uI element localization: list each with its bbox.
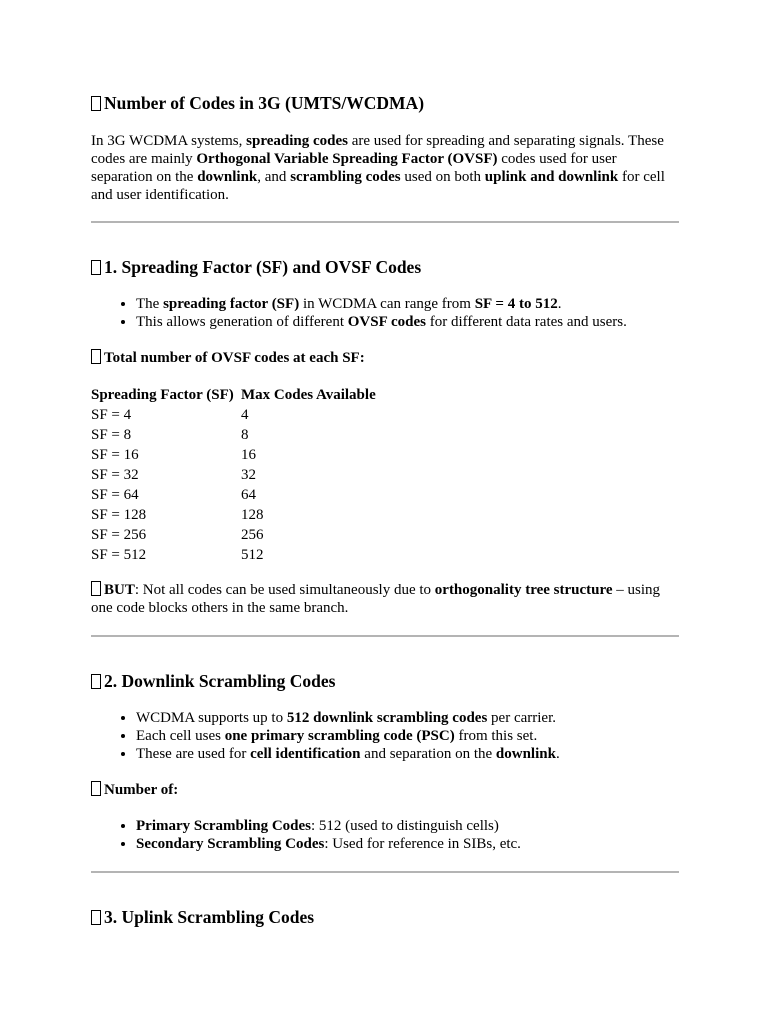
section-2-title: 2. Downlink Scrambling Codes bbox=[104, 671, 336, 691]
box-glyph-icon bbox=[91, 349, 101, 364]
text-run: : Used for reference in SIBs, etc. bbox=[324, 836, 521, 852]
text-run: The bbox=[136, 296, 164, 312]
text-run: This allows generation of different bbox=[136, 314, 348, 330]
text-run: and separation on the bbox=[360, 746, 496, 762]
bold-text: spreading codes bbox=[246, 133, 348, 149]
bold-text: uplink and downlink bbox=[484, 169, 619, 185]
ovsf-codes-table bbox=[89, 384, 378, 566]
table-cell-sf: SF = 4 bbox=[91, 407, 132, 423]
box-glyph-icon bbox=[91, 674, 101, 689]
box-glyph-icon bbox=[91, 96, 101, 111]
table-cell-max-codes: 32 bbox=[241, 467, 256, 483]
divider bbox=[91, 871, 679, 873]
section-2-bullets bbox=[91, 709, 724, 763]
bold-text: 512 downlink scrambling codes bbox=[286, 710, 488, 726]
section-1-title: 1. Spreading Factor (SF) and OVSF Codes bbox=[104, 257, 422, 277]
bold-text: SF = 4 to 512 bbox=[474, 296, 558, 312]
divider bbox=[91, 635, 679, 637]
text-run: per carrier. bbox=[487, 710, 556, 726]
list-item bbox=[136, 745, 724, 763]
orthogonality-note-text bbox=[91, 582, 660, 616]
text-run: for different data rates and users. bbox=[425, 314, 627, 330]
table-cell-max-codes: 8 bbox=[241, 427, 249, 443]
box-glyph-icon bbox=[91, 781, 101, 796]
bold-text: orthogonality tree structure bbox=[434, 582, 613, 598]
section-1-heading bbox=[91, 256, 679, 278]
text-run: In 3G WCDMA systems, bbox=[91, 133, 247, 149]
bold-text: downlink bbox=[495, 746, 556, 762]
bold-text: Orthogonal Variable Spreading Factor (OVSF) bbox=[196, 151, 498, 167]
table-row bbox=[91, 466, 376, 484]
bold-text: scrambling codes bbox=[290, 169, 401, 185]
text-run: used on both bbox=[400, 169, 485, 185]
table-cell-sf: SF = 64 bbox=[91, 487, 139, 503]
table-header-sf: Spreading Factor (SF) bbox=[91, 387, 234, 403]
bold-text: Secondary Scrambling Codes bbox=[136, 836, 325, 852]
scrambling-codes-bullets bbox=[91, 817, 724, 853]
bold-text: downlink bbox=[197, 169, 258, 185]
list-item bbox=[136, 313, 724, 331]
number-of-subheading-text: Number of: bbox=[104, 782, 179, 798]
table-cell-sf: SF = 32 bbox=[91, 467, 139, 483]
table-cell-sf: SF = 128 bbox=[91, 507, 147, 523]
text-run: are used for spreading and separating signals. These codes are mainly bbox=[91, 133, 664, 167]
list-item bbox=[136, 709, 724, 727]
number-of-subheading bbox=[91, 781, 679, 799]
table-cell-max-codes: 64 bbox=[241, 487, 256, 503]
text-run: codes used for user separation on the bbox=[91, 151, 617, 185]
ovsf-subheading bbox=[91, 349, 679, 367]
text-run: in WCDMA can range from bbox=[299, 296, 475, 312]
bold-text: cell identification bbox=[250, 746, 361, 762]
section-1-bullets bbox=[91, 295, 724, 331]
table-cell-sf: SF = 256 bbox=[91, 527, 147, 543]
section-3-title: 3. Uplink Scrambling Codes bbox=[104, 907, 315, 927]
intro-paragraph bbox=[91, 132, 679, 204]
bold-text: OVSF codes bbox=[347, 314, 426, 330]
table-row bbox=[91, 486, 376, 504]
table-cell-max-codes: 4 bbox=[241, 407, 249, 423]
box-glyph-icon bbox=[91, 260, 101, 275]
bold-text: Primary Scrambling Codes bbox=[136, 818, 311, 834]
text-run: – using one code blocks others in the same branch. bbox=[91, 582, 661, 616]
list-item bbox=[136, 835, 724, 853]
text-run: : 512 (used to distinguish cells) bbox=[310, 818, 499, 834]
table-body bbox=[91, 406, 376, 564]
bold-text: one primary scrambling code (PSC) bbox=[224, 728, 455, 744]
text-run: WCDMA supports up to bbox=[136, 710, 287, 726]
list-item bbox=[136, 295, 724, 313]
bold-text: spreading factor (SF) bbox=[163, 296, 300, 312]
table-cell-max-codes: 128 bbox=[241, 507, 264, 523]
doc-title-text: Number of Codes in 3G (UMTS/WCDMA) bbox=[104, 93, 425, 113]
table-cell-sf: SF = 8 bbox=[91, 427, 132, 443]
section-2-heading bbox=[91, 670, 679, 692]
table-row bbox=[91, 546, 376, 564]
doc-title bbox=[91, 92, 679, 114]
box-glyph-icon bbox=[91, 910, 101, 925]
text-run: : Not all codes can be used simultaneously due to bbox=[134, 582, 435, 598]
text-run: . bbox=[555, 746, 560, 762]
text-run: . bbox=[557, 296, 562, 312]
table-row bbox=[91, 406, 376, 424]
text-run: from this set. bbox=[454, 728, 538, 744]
table-cell-sf: SF = 16 bbox=[91, 447, 139, 463]
text-run: Each cell uses bbox=[136, 728, 225, 744]
text-run: for cell and user identification. bbox=[91, 169, 665, 203]
table-row bbox=[91, 526, 376, 544]
table-cell-max-codes: 16 bbox=[241, 447, 256, 463]
text-run: These are used for bbox=[136, 746, 251, 762]
table-header-max-codes: Max Codes Available bbox=[241, 387, 376, 403]
bold-text: BUT bbox=[104, 582, 135, 598]
table-cell-max-codes: 256 bbox=[241, 527, 264, 543]
list-item bbox=[136, 817, 724, 835]
text-run: , and bbox=[257, 169, 291, 185]
table-cell-max-codes: 512 bbox=[241, 547, 264, 563]
table-row bbox=[91, 506, 376, 524]
orthogonality-note bbox=[91, 581, 679, 617]
table-cell-sf: SF = 512 bbox=[91, 547, 147, 563]
ovsf-subheading-text: Total number of OVSF codes at each SF: bbox=[104, 350, 365, 366]
table-row bbox=[91, 446, 376, 464]
section-3-heading bbox=[91, 906, 679, 928]
divider bbox=[91, 221, 679, 223]
box-glyph-icon bbox=[91, 581, 101, 596]
table-header-row bbox=[91, 386, 376, 404]
list-item bbox=[136, 727, 724, 745]
table-row bbox=[91, 426, 376, 444]
